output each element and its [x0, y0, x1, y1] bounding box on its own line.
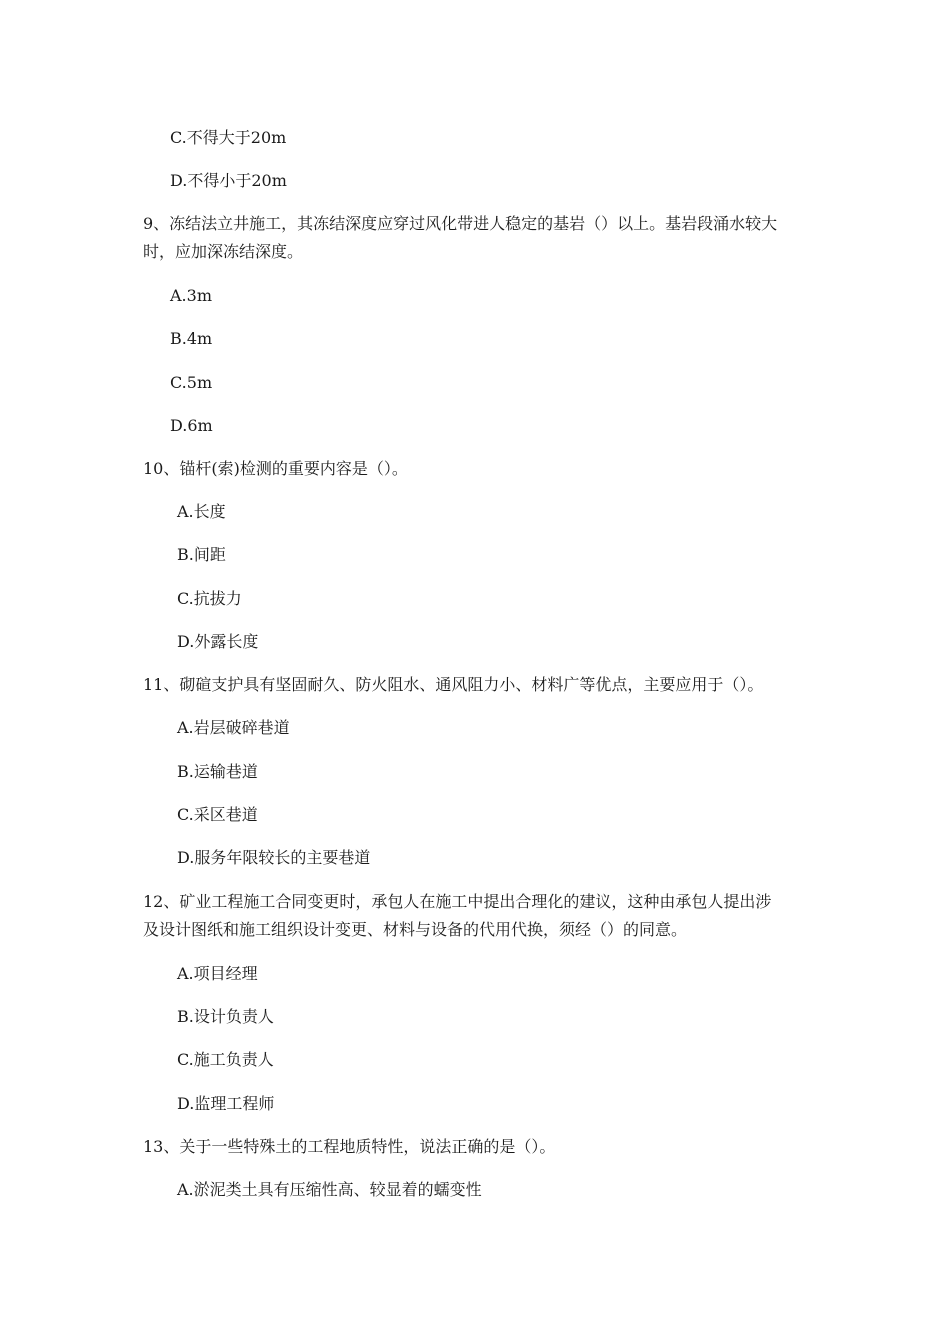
question-9-line-2: 时，应加深冻结深度。: [143, 242, 304, 261]
option-c: C.抗拔力: [177, 589, 242, 608]
question-9-line-1: 9、冻结法立井施工，其冻结深度应穿过风化带进人稳定的基岩（）以上。基岩段涌水较大: [143, 214, 778, 233]
question-12-line-1: 12、矿业工程施工合同变更时，承包人在施工中提出合理化的建议，这种由承包人提出涉: [143, 892, 772, 911]
question-11: 11、砌碹支护具有坚固耐久、防火阻水、通风阻力小、材料广等优点，主要应用于（）。: [143, 675, 764, 694]
option-d: D.不得小于20m: [170, 171, 287, 190]
option-c: C.施工负责人: [177, 1050, 274, 1069]
question-10: 10、锚杆(索)检测的重要内容是（）。: [143, 459, 408, 478]
option-a: A.3m: [170, 286, 212, 305]
option-d: D.外露长度: [177, 632, 259, 651]
option-a: A.长度: [177, 502, 226, 521]
option-c: C.采区巷道: [177, 805, 258, 824]
question-12-line-2: 及设计图纸和施工组织设计变更、材料与设备的代用代换，须经（）的同意。: [143, 920, 688, 939]
option-d: D.监理工程师: [177, 1094, 275, 1113]
question-13: 13、关于一些特殊土的工程地质特性，说法正确的是（）。: [143, 1137, 556, 1156]
option-a: A.淤泥类土具有压缩性高、较显着的蠕变性: [177, 1180, 482, 1199]
option-c: C.5m: [170, 373, 213, 392]
option-b: B.4m: [170, 329, 213, 348]
option-b: B.运输巷道: [177, 762, 258, 781]
option-d: D.6m: [170, 416, 213, 435]
option-a: A.项目经理: [177, 964, 258, 983]
option-c: C.不得大于20m: [170, 128, 287, 147]
option-d: D.服务年限较长的主要巷道: [177, 848, 371, 867]
option-b: B.设计负责人: [177, 1007, 274, 1026]
option-b: B.间距: [177, 545, 226, 564]
option-a: A.岩层破碎巷道: [177, 718, 290, 737]
